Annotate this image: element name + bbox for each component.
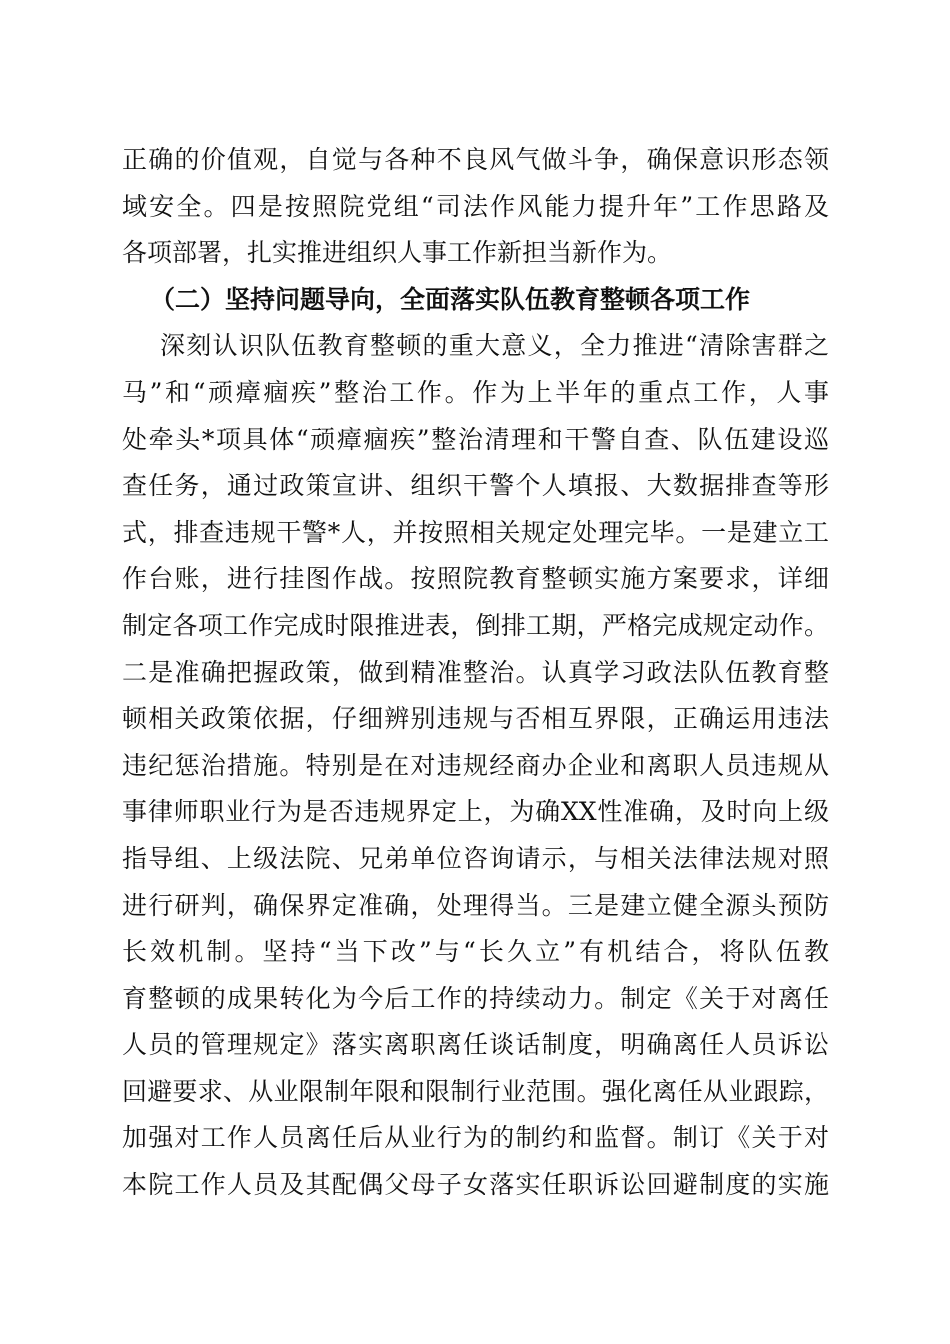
text-line: 查任务，通过政策宣讲、组织干警个人填报、大数据排查等形 <box>122 471 829 501</box>
text-line: 制定各项工作完成时限推进表，倒排工期，严格完成规定动作。 <box>122 610 829 640</box>
text-line: 长效机制。坚持“当下改”与“长久立”有机结合，将队伍教 <box>122 937 829 967</box>
document-page <box>122 137 829 1209</box>
text-line: 作台账，进行挂图作战。按照院教育整顿实施方案要求，详细 <box>122 564 829 594</box>
text-line: 正确的价值观，自觉与各种不良风气做斗争，确保意识形态领 <box>122 145 829 174</box>
text-line: 指导组、上级法院、兄弟单位咨询请示，与相关法律法规对照 <box>122 843 829 873</box>
text-line: 各项部署，扎实推进组织人事工作新担当新作为。 <box>122 238 673 268</box>
text-line: 事律师职业行为是否违规界定上，为确XX性准确，及时向上级 <box>122 797 829 827</box>
paragraph-team-rectification <box>122 323 829 1208</box>
text-line: 二是准确把握政策，做到精准整治。认真学习政法队伍教育整 <box>122 657 829 687</box>
section-heading: （二）坚持问题导向，全面落实队伍教育整顿各项工作 <box>150 284 751 314</box>
text-line: 马”和“顽瘴痼疾”整治工作。作为上半年的重点工作，人事 <box>122 377 829 407</box>
paragraph-ideology-security <box>122 137 829 277</box>
text-line: 育整顿的成果转化为今后工作的持续动力。制定《关于对离任 <box>122 983 829 1013</box>
text-line: 深刻认识队伍教育整顿的重大意义，全力推进“清除害群之 <box>160 331 829 361</box>
text-line: 违纪惩治措施。特别是在对违规经商办企业和离职人员违规从 <box>122 750 829 780</box>
text-line: 顿相关政策依据，仔细辨别违规与否相互界限，正确运用违法 <box>122 704 829 734</box>
text-line: 回避要求、从业限制年限和限制行业范围。强化离任从业跟踪， <box>122 1076 829 1106</box>
text-line: 进行研判，确保界定准确，处理得当。三是建立健全源头预防 <box>122 890 829 920</box>
text-line: 人员的管理规定》落实离职离任谈话制度，明确离任人员诉讼 <box>122 1030 829 1060</box>
text-line: 式，排查违规干警*人，并按照相关规定处理完毕。一是建立工 <box>122 517 829 547</box>
text-line: 加强对工作人员离任后从业行为的制约和监督。制订《关于对 <box>122 1123 829 1153</box>
text-line: 域安全。四是按照院党组“司法作风能力提升年”工作思路及 <box>122 191 829 221</box>
text-line: 处牵头*项具体“顽瘴痼疾”整治清理和干警自查、队伍建设巡 <box>122 424 829 454</box>
text-line: 本院工作人员及其配偶父母子女落实任职诉讼回避制度的实施 <box>122 1170 829 1200</box>
